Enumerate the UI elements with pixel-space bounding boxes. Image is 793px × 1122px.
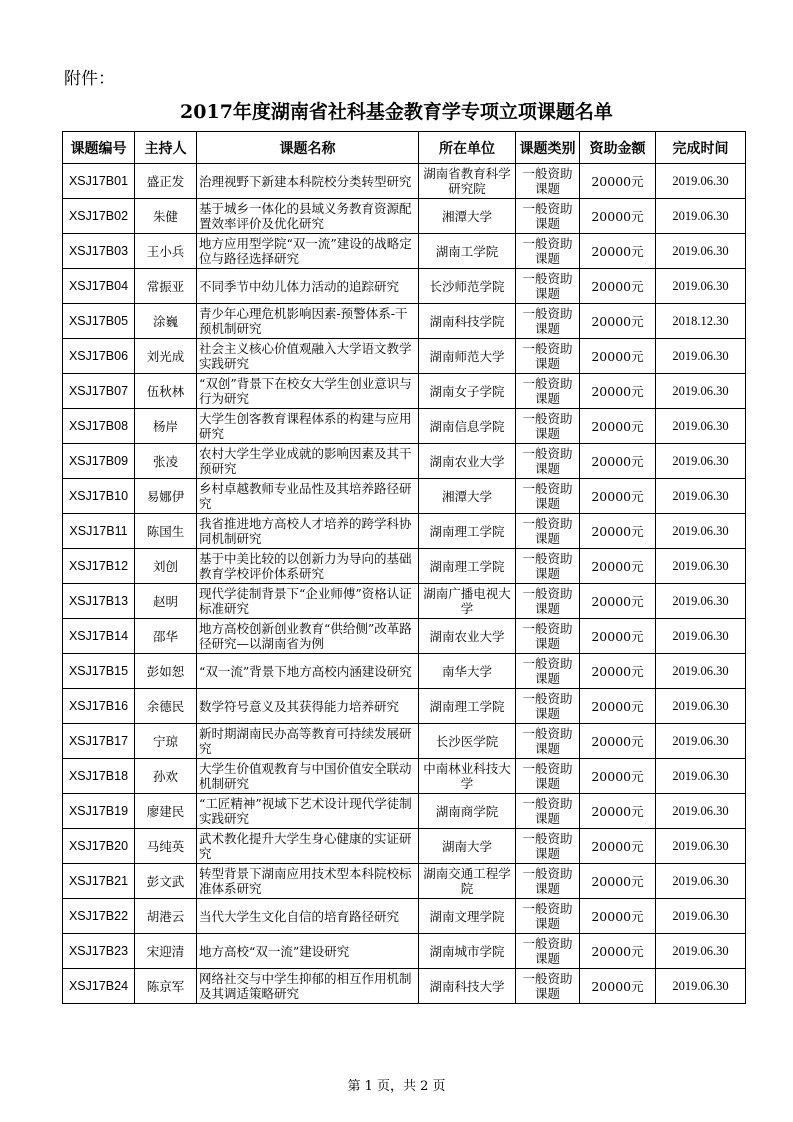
- host-name: 朱健: [135, 199, 197, 234]
- column-header-unit: 所在单位: [419, 132, 516, 164]
- project-topic: 不同季节中幼儿体力活动的追踪研究: [197, 269, 419, 304]
- host-name: 马纯英: [135, 829, 197, 864]
- completion-date: 2019.06.30: [656, 689, 746, 724]
- host-name: 杨岸: [135, 409, 197, 444]
- host-name: 常振亚: [135, 269, 197, 304]
- project-category: 一般资助课题: [516, 584, 580, 619]
- project-category: 一般资助课题: [516, 794, 580, 829]
- host-name: 余德民: [135, 689, 197, 724]
- funding-amount: 20000元: [580, 654, 656, 689]
- funding-amount: 20000元: [580, 409, 656, 444]
- project-code: XSJ17B01: [63, 164, 135, 199]
- institution: 湖南女子学院: [419, 374, 516, 409]
- page-title: 2017年度湖南省社科基金教育学专项立项课题名单: [180, 101, 613, 123]
- completion-date: 2019.06.30: [656, 619, 746, 654]
- project-code: XSJ17B12: [63, 549, 135, 584]
- funding-amount: 20000元: [580, 619, 656, 654]
- project-topic: 大学生价值观教育与中国价值安全联动机制研究: [197, 759, 419, 794]
- host-name: 刘光成: [135, 339, 197, 374]
- completion-date: 2019.06.30: [656, 199, 746, 234]
- project-topic: 地方应用型学院“双一流”建设的战略定位与路径选择研究: [197, 234, 419, 269]
- host-name: 宋迎清: [135, 934, 197, 969]
- funding-amount: 20000元: [580, 759, 656, 794]
- table-row: [63, 444, 746, 479]
- completion-date: 2019.06.30: [656, 899, 746, 934]
- institution: 湖南农业大学: [419, 444, 516, 479]
- funding-amount: 20000元: [580, 199, 656, 234]
- table-row: [63, 794, 746, 829]
- completion-date: 2019.06.30: [656, 269, 746, 304]
- funding-amount: 20000元: [580, 899, 656, 934]
- project-code: XSJ17B19: [63, 794, 135, 829]
- table-row: [63, 164, 746, 199]
- project-category: 一般资助课题: [516, 899, 580, 934]
- institution: 湖南理工学院: [419, 549, 516, 584]
- institution: 湖南广播电视大学: [419, 584, 516, 619]
- completion-date: 2019.06.30: [656, 794, 746, 829]
- column-header-topic: 课题名称: [197, 132, 419, 164]
- host-name: 张凌: [135, 444, 197, 479]
- completion-date: 2019.06.30: [656, 864, 746, 899]
- column-header-code: 课题编号: [63, 132, 135, 164]
- project-topic: “双创”背景下在校女大学生创业意识与行为研究: [197, 374, 419, 409]
- project-code: XSJ17B04: [63, 269, 135, 304]
- project-topic: 基于城乡一体化的县域义务教育资源配置效率评价及优化研究: [197, 199, 419, 234]
- project-topic: 社会主义核心价值观融入大学语文教学实践研究: [197, 339, 419, 374]
- funding-amount: 20000元: [580, 689, 656, 724]
- funding-amount: 20000元: [580, 794, 656, 829]
- project-category: 一般资助课题: [516, 269, 580, 304]
- completion-date: 2019.06.30: [656, 339, 746, 374]
- completion-date: 2019.06.30: [656, 164, 746, 199]
- project-topic: 我省推进地方高校人才培养的跨学科协同机制研究: [197, 514, 419, 549]
- column-header-host: 主持人: [135, 132, 197, 164]
- host-name: 廖建民: [135, 794, 197, 829]
- funding-amount: 20000元: [580, 234, 656, 269]
- project-code: XSJ17B18: [63, 759, 135, 794]
- table-header-row: [63, 132, 746, 164]
- institution: 湖南工学院: [419, 234, 516, 269]
- project-category: 一般资助课题: [516, 864, 580, 899]
- project-topic: 当代大学生文化自信的培育路径研究: [197, 899, 419, 934]
- completion-date: 2018.12.30: [656, 304, 746, 339]
- funding-amount: 20000元: [580, 374, 656, 409]
- funding-amount: 20000元: [580, 829, 656, 864]
- institution: 湖南交通工程学院: [419, 864, 516, 899]
- host-name: 赵明: [135, 584, 197, 619]
- institution: 湖南科技学院: [419, 304, 516, 339]
- project-code: XSJ17B16: [63, 689, 135, 724]
- completion-date: 2019.06.30: [656, 934, 746, 969]
- table-row: [63, 514, 746, 549]
- project-topic: 网络社交与中学生抑郁的相互作用机制及其调适策略研究: [197, 969, 419, 1004]
- institution: 湖南科技大学: [419, 969, 516, 1004]
- project-code: XSJ17B15: [63, 654, 135, 689]
- column-header-category: 课题类别: [516, 132, 580, 164]
- project-topic: “工匠精神”视域下艺术设计现代学徒制实践研究: [197, 794, 419, 829]
- project-category: 一般资助课题: [516, 479, 580, 514]
- project-code: XSJ17B05: [63, 304, 135, 339]
- table-row: [63, 584, 746, 619]
- project-category: 一般资助课题: [516, 689, 580, 724]
- project-table: [62, 131, 746, 1004]
- project-topic: 地方高校“双一流”建设研究: [197, 934, 419, 969]
- project-code: XSJ17B06: [63, 339, 135, 374]
- project-code: XSJ17B22: [63, 899, 135, 934]
- table-row: [63, 374, 746, 409]
- page-footer: 第 1 页，共 2 页: [347, 1079, 446, 1094]
- funding-amount: 20000元: [580, 514, 656, 549]
- project-topic: 武术教化提升大学生身心健康的实证研究: [197, 829, 419, 864]
- table-row: [63, 654, 746, 689]
- completion-date: 2019.06.30: [656, 514, 746, 549]
- table-row: [63, 969, 746, 1004]
- table-row: [63, 269, 746, 304]
- project-code: XSJ17B21: [63, 864, 135, 899]
- host-name: 王小兵: [135, 234, 197, 269]
- project-category: 一般资助课题: [516, 829, 580, 864]
- host-name: 彭如恕: [135, 654, 197, 689]
- host-name: 宁琼: [135, 724, 197, 759]
- project-topic: “双一流”背景下地方高校内涵建设研究: [197, 654, 419, 689]
- table-row: [63, 199, 746, 234]
- institution: 湖南理工学院: [419, 689, 516, 724]
- table-row: [63, 759, 746, 794]
- funding-amount: 20000元: [580, 479, 656, 514]
- funding-amount: 20000元: [580, 934, 656, 969]
- project-topic: 农村大学生学业成就的影响因素及其干预研究: [197, 444, 419, 479]
- host-name: 易娜伊: [135, 479, 197, 514]
- host-name: 涂巍: [135, 304, 197, 339]
- completion-date: 2019.06.30: [656, 444, 746, 479]
- completion-date: 2019.06.30: [656, 479, 746, 514]
- completion-date: 2019.06.30: [656, 549, 746, 584]
- institution: 南华大学: [419, 654, 516, 689]
- table-row: [63, 724, 746, 759]
- project-code: XSJ17B11: [63, 514, 135, 549]
- funding-amount: 20000元: [580, 584, 656, 619]
- project-code: XSJ17B14: [63, 619, 135, 654]
- project-category: 一般资助课题: [516, 759, 580, 794]
- funding-amount: 20000元: [580, 549, 656, 584]
- table-row: [63, 619, 746, 654]
- table-row: [63, 409, 746, 444]
- institution: 湖南文理学院: [419, 899, 516, 934]
- completion-date: 2019.06.30: [656, 759, 746, 794]
- project-category: 一般资助课题: [516, 654, 580, 689]
- funding-amount: 20000元: [580, 724, 656, 759]
- table-row: [63, 899, 746, 934]
- project-topic: 大学生创客教育课程体系的构建与应用研究: [197, 409, 419, 444]
- project-code: XSJ17B17: [63, 724, 135, 759]
- institution: 湖南城市学院: [419, 934, 516, 969]
- institution: 长沙医学院: [419, 724, 516, 759]
- project-category: 一般资助课题: [516, 619, 580, 654]
- column-header-funding: 资助金额: [580, 132, 656, 164]
- project-category: 一般资助课题: [516, 374, 580, 409]
- project-category: 一般资助课题: [516, 549, 580, 584]
- project-topic: 数学符号意义及其获得能力培养研究: [197, 689, 419, 724]
- project-code: XSJ17B10: [63, 479, 135, 514]
- completion-date: 2019.06.30: [656, 234, 746, 269]
- institution: 湘潭大学: [419, 199, 516, 234]
- project-category: 一般资助课题: [516, 199, 580, 234]
- institution: 湖南农业大学: [419, 619, 516, 654]
- host-name: 彭文武: [135, 864, 197, 899]
- project-code: XSJ17B03: [63, 234, 135, 269]
- project-category: 一般资助课题: [516, 444, 580, 479]
- completion-date: 2019.06.30: [656, 409, 746, 444]
- project-code: XSJ17B07: [63, 374, 135, 409]
- table-row: [63, 934, 746, 969]
- institution: 湘潭大学: [419, 479, 516, 514]
- project-category: 一般资助课题: [516, 724, 580, 759]
- completion-date: 2019.06.30: [656, 584, 746, 619]
- institution: 湖南省教育科学研究院: [419, 164, 516, 199]
- project-category: 一般资助课题: [516, 934, 580, 969]
- completion-date: 2019.06.30: [656, 969, 746, 1004]
- project-topic: 治理视野下新建本科院校分类转型研究: [197, 164, 419, 199]
- table-row: [63, 479, 746, 514]
- project-category: 一般资助课题: [516, 514, 580, 549]
- table-row: [63, 234, 746, 269]
- column-header-deadline: 完成时间: [656, 132, 746, 164]
- funding-amount: 20000元: [580, 164, 656, 199]
- project-topic: 青少年心理危机影响因素-预警体系-干预机制研究: [197, 304, 419, 339]
- project-category: 一般资助课题: [516, 409, 580, 444]
- institution: 湖南理工学院: [419, 514, 516, 549]
- institution: 湖南师范大学: [419, 339, 516, 374]
- institution: 湖南大学: [419, 829, 516, 864]
- project-code: XSJ17B08: [63, 409, 135, 444]
- project-topic: 地方高校创新创业教育“供给侧”改革路径研究—以湖南省为例: [197, 619, 419, 654]
- host-name: 陈京军: [135, 969, 197, 1004]
- host-name: 陈国生: [135, 514, 197, 549]
- project-code: XSJ17B24: [63, 969, 135, 1004]
- institution: 湖南信息学院: [419, 409, 516, 444]
- host-name: 孙欢: [135, 759, 197, 794]
- funding-amount: 20000元: [580, 304, 656, 339]
- institution: 长沙师范学院: [419, 269, 516, 304]
- project-topic: 转型背景下湖南应用技术型本科院校标准体系研究: [197, 864, 419, 899]
- host-name: 邵华: [135, 619, 197, 654]
- attachment-label: 附件：: [64, 69, 115, 89]
- host-name: 盛正发: [135, 164, 197, 199]
- table-row: [63, 689, 746, 724]
- project-topic: 基于中美比较的以创新力为导向的基础教育学校评价体系研究: [197, 549, 419, 584]
- project-code: XSJ17B20: [63, 829, 135, 864]
- completion-date: 2019.06.30: [656, 829, 746, 864]
- host-name: 刘创: [135, 549, 197, 584]
- project-code: XSJ17B23: [63, 934, 135, 969]
- table-row: [63, 339, 746, 374]
- project-topic: 新时期湖南民办高等教育可持续发展研究: [197, 724, 419, 759]
- funding-amount: 20000元: [580, 339, 656, 374]
- institution: 湖南商学院: [419, 794, 516, 829]
- funding-amount: 20000元: [580, 269, 656, 304]
- completion-date: 2019.06.30: [656, 724, 746, 759]
- host-name: 胡港云: [135, 899, 197, 934]
- project-category: 一般资助课题: [516, 234, 580, 269]
- project-code: XSJ17B09: [63, 444, 135, 479]
- table-row: [63, 549, 746, 584]
- project-topic: 现代学徒制背景下“企业师傅”资格认证标准研究: [197, 584, 419, 619]
- funding-amount: 20000元: [580, 864, 656, 899]
- project-category: 一般资助课题: [516, 164, 580, 199]
- funding-amount: 20000元: [580, 969, 656, 1004]
- funding-amount: 20000元: [580, 444, 656, 479]
- institution: 中南林业科技大学: [419, 759, 516, 794]
- table-row: [63, 864, 746, 899]
- completion-date: 2019.06.30: [656, 374, 746, 409]
- completion-date: 2019.06.30: [656, 654, 746, 689]
- project-category: 一般资助课题: [516, 304, 580, 339]
- project-code: XSJ17B02: [63, 199, 135, 234]
- host-name: 伍秋林: [135, 374, 197, 409]
- project-topic: 乡村卓越教师专业品性及其培养路径研究: [197, 479, 419, 514]
- project-category: 一般资助课题: [516, 969, 580, 1004]
- project-category: 一般资助课题: [516, 339, 580, 374]
- project-code: XSJ17B13: [63, 584, 135, 619]
- table-row: [63, 304, 746, 339]
- table-row: [63, 829, 746, 864]
